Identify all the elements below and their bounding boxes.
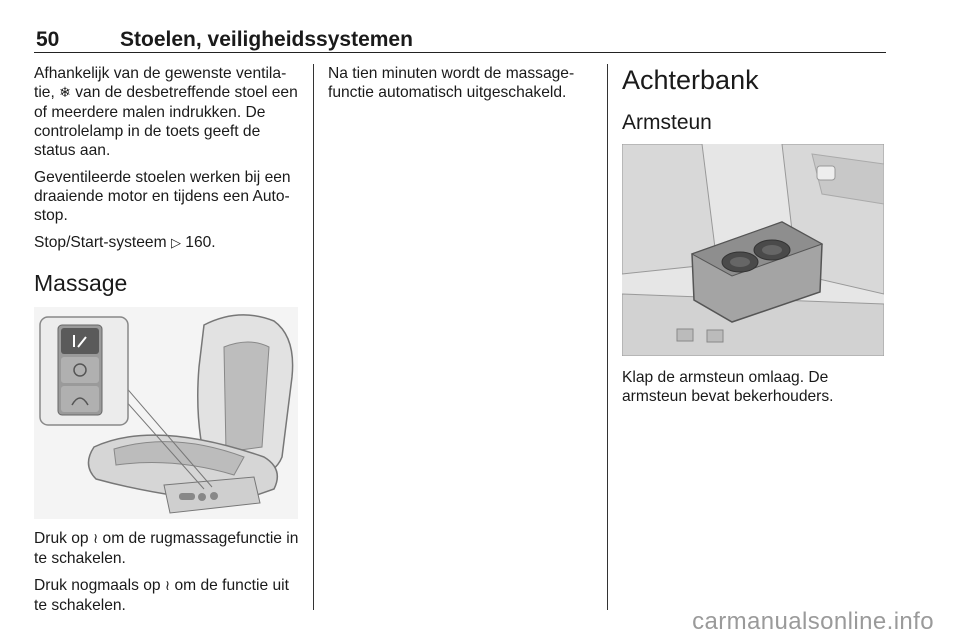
paragraph-massage-on: Druk op ≀ om de rugmassagefunctie in te schakelen. — [34, 530, 299, 567]
page-reference-icon: ▷ — [170, 236, 181, 251]
page-header — [34, 26, 886, 53]
paragraph-stop-start: Stop/Start-systeem ▷ 160. — [34, 234, 216, 251]
seat-massage-icon: ≀ — [164, 578, 171, 594]
massage-seat-illustration — [34, 307, 298, 519]
paragraph-ventilation: Afhankelijk van de gewenste ventilatie, ❄ van de desbetreffende stoel een of meerdere malen indrukken. De controlelamp in de toets geeft de status aan. — [34, 65, 298, 159]
column-middle — [328, 64, 590, 110]
section-heading-massage: Massage — [34, 270, 128, 296]
watermark: carmanualsonline.info — [692, 608, 934, 635]
seat-ventilation-icon: ❄ — [59, 85, 71, 101]
paragraph-armrest: Klap de armsteun omlaag. De armsteun bevat bekerhouders. — [622, 369, 834, 405]
paragraph-ventilated-seats: Geventileerde stoelen werken bij een draaiende motor en tijdens een Autostop. — [34, 169, 291, 224]
seat-massage-icon: ≀ — [92, 531, 99, 547]
paragraph-massage-off: Druk nogmaals op ≀ om de functie uit te schakelen. — [34, 577, 289, 614]
chapter-title: Stoelen, veiligheidssystemen — [120, 28, 413, 51]
armrest-illustration — [622, 144, 884, 356]
column-divider — [607, 64, 608, 610]
column-divider — [313, 64, 314, 610]
column-right — [622, 64, 886, 414]
paragraph-massage-timeout: Na tien minuten wordt de massagefunctie automatisch uitgeschakeld. — [328, 65, 575, 101]
subsection-title-armrest: Armsteun — [622, 111, 712, 134]
page-number: 50 — [36, 28, 60, 51]
column-left — [34, 64, 300, 623]
section-title-rear-seat: Achterbank — [622, 65, 759, 95]
